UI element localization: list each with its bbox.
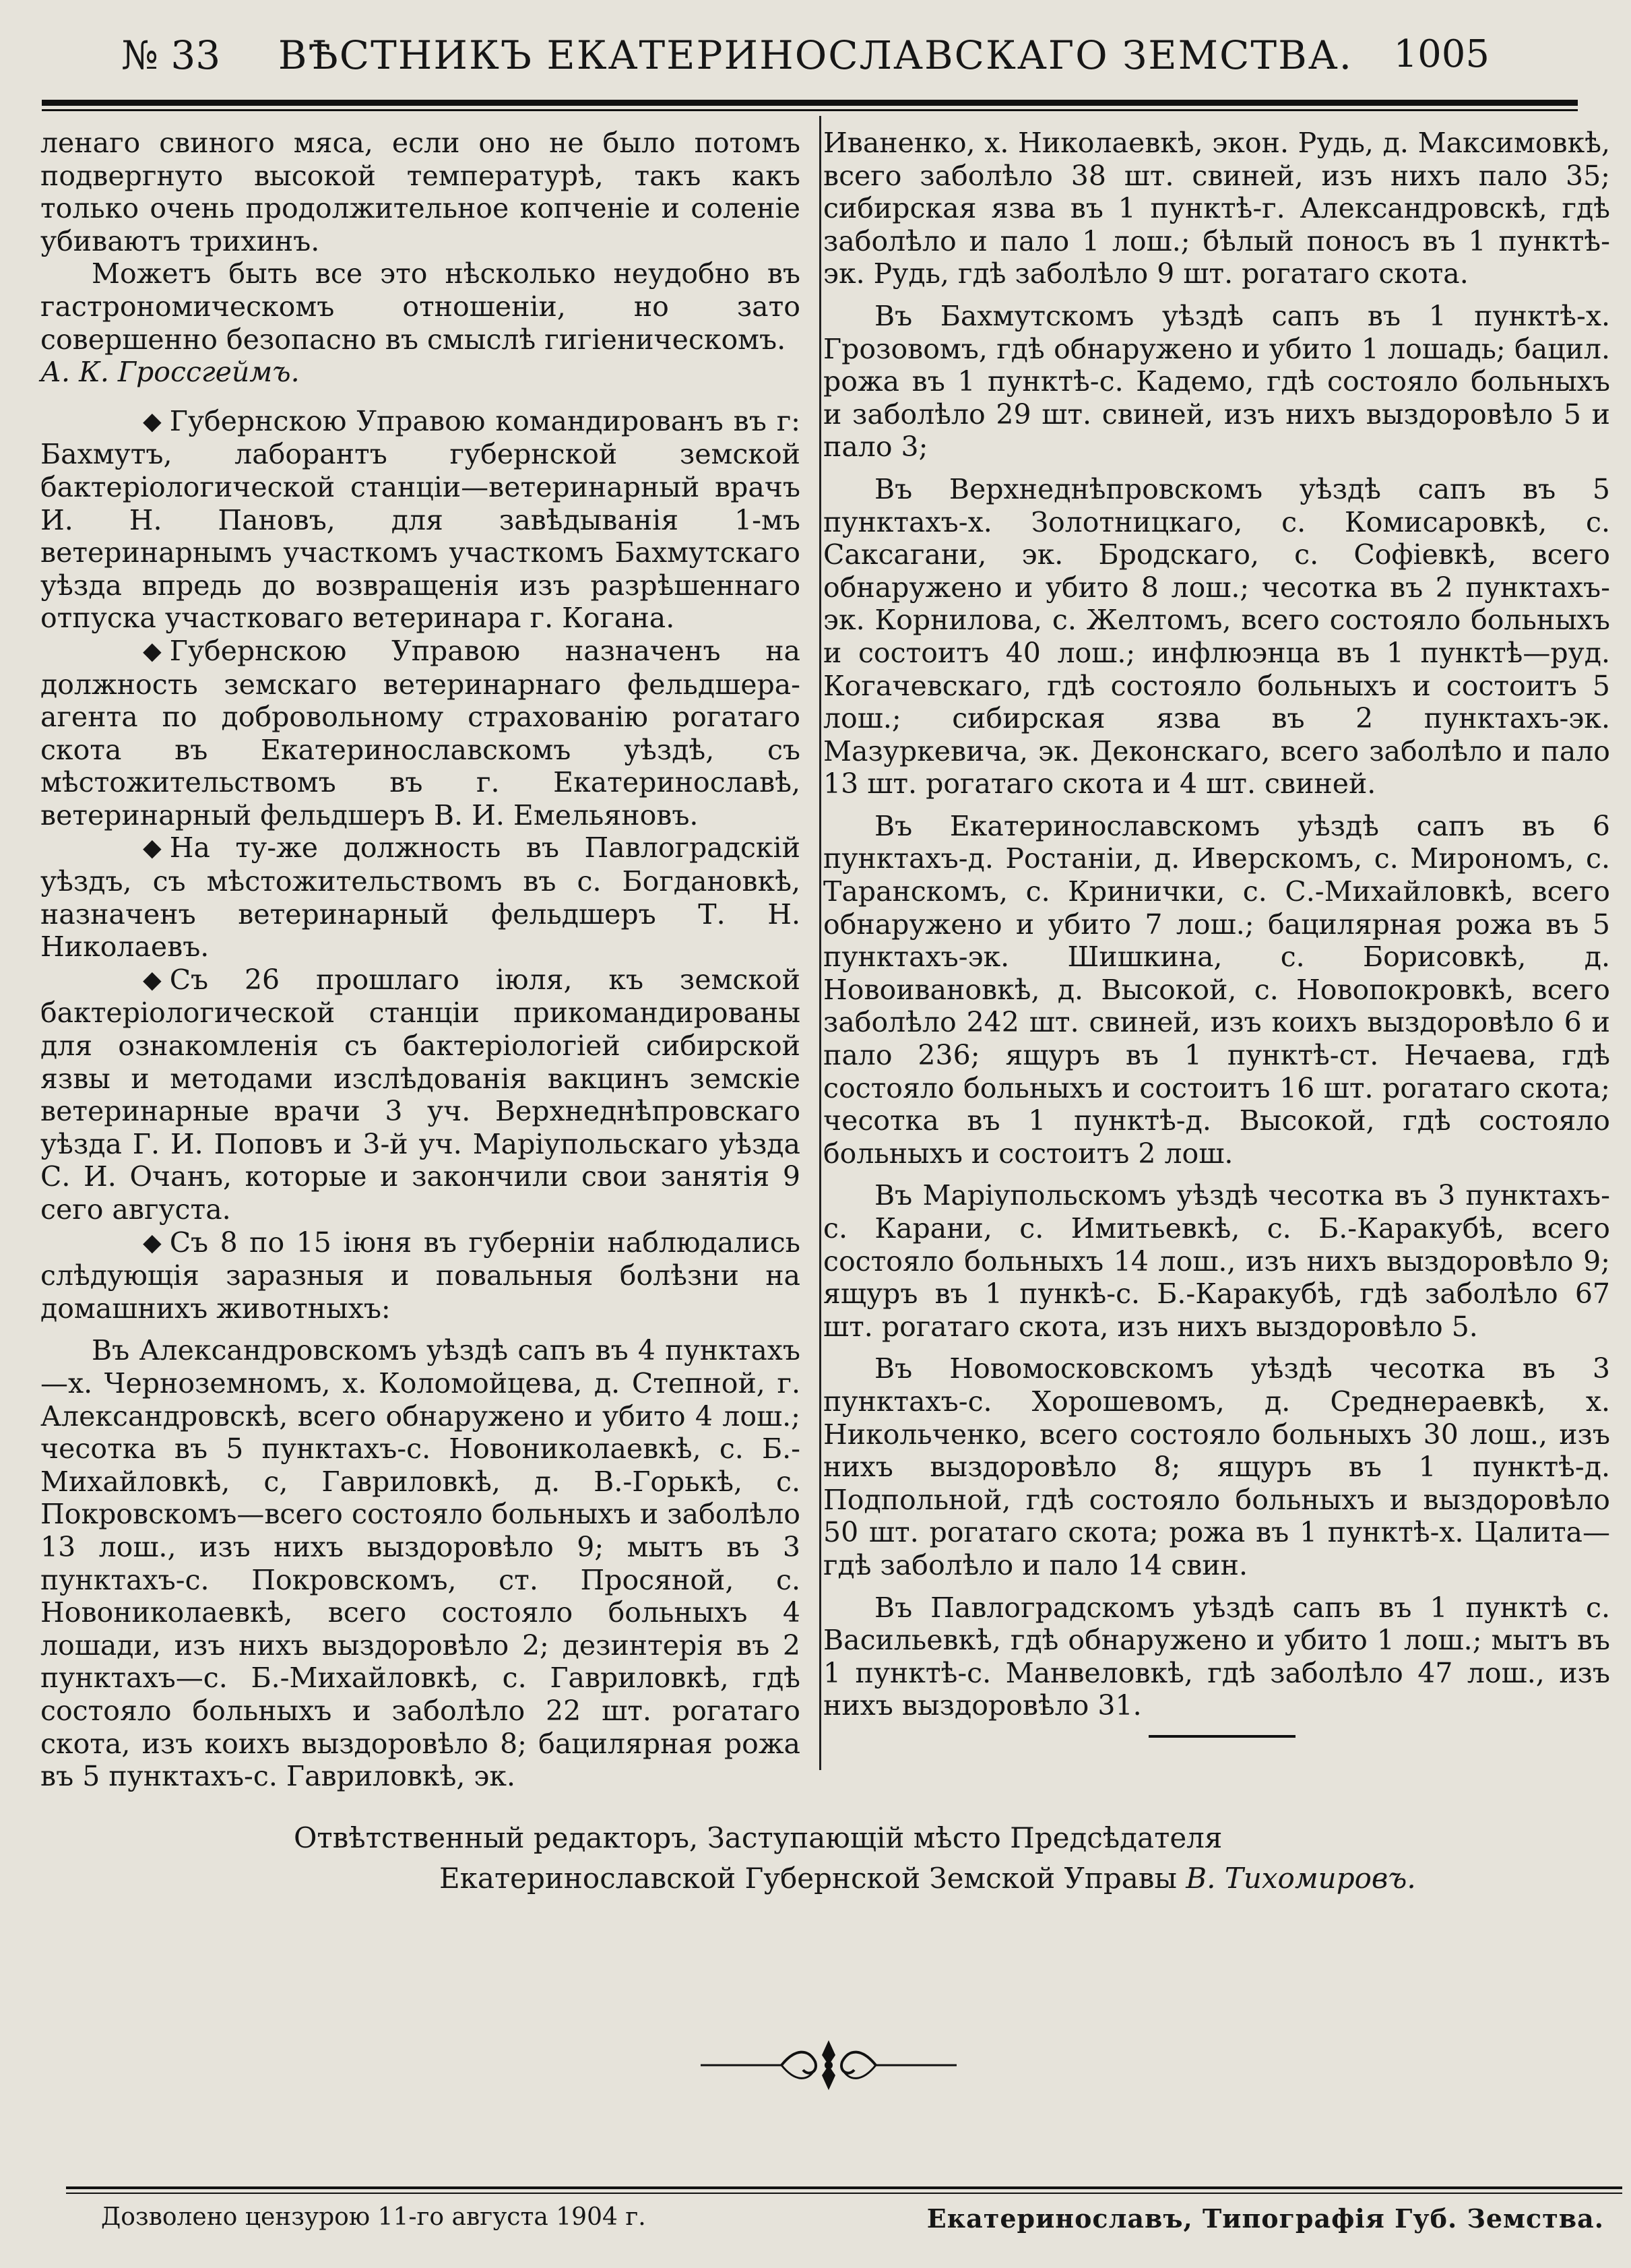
news-item xyxy=(40,635,800,832)
issue-number: № 33 xyxy=(121,32,221,78)
news-item-text: Съ 8 по 15 іюня въ губерніи наблюдались слѣдующія заразныя и повальныя болѣзни на домашнихъ животныхъ: xyxy=(40,1226,800,1325)
news-item-text: Губернскою Управою назначенъ на должность земскаго ветеринарнаго фельдшера-агента по добровольному страхованію рогатаго скота въ Екатеринославскомъ уѣздѣ, съ мѣстожительствомъ въ г. Екатеринославѣ, ветеринарный фельдшеръ В. И. Емельяновъ. xyxy=(40,634,800,831)
disease-report-paragraph: Иваненко, х. Николаевкѣ, экон. Рудь, д. Максимовкѣ, всего заболѣло 38 шт. свиней, изъ нихъ пало 35; сибирская язва въ 1 пунктѣ-г. Александровскѣ, гдѣ заболѣло и пало 1 лош.; бѣлый поносъ въ 1 пунктѣ-эк. Рудь, гдѣ заболѣло 9 шт. рогатаго скота. xyxy=(823,127,1610,290)
page-header xyxy=(81,27,1550,88)
journal-title: ВѢСТНИКЪ ЕКАТЕРИНОСЛАВСКАГО ЗЕМСТВА. xyxy=(278,32,1353,78)
disease-report-paragraph: Въ Александровскомъ уѣздѣ сапъ въ 4 пунктахъ—х. Черноземномъ, х. Коломойцева, д. Степной, г. Александровскѣ, всего обнаружено и убито 4 лош.; чесотка въ 5 пунктахъ-с. Новониколаевкѣ, с. Б.-Михайловкѣ, с, Гавриловкѣ, д. В.-Горькѣ, с. Покровскомъ—всего состояло больныхъ и заболѣло 13 лош., изъ нихъ выздоровѣло 9; мытъ въ 3 пунктахъ-с. Покровскомъ, ст. Просяной, с. Новониколаевкѣ, всего состояло больныхъ 4 лошади, изъ нихъ выздоровѣло 2; дезинтерія въ 2 пунктахъ—с. Б.-Михайловкѣ, с. Гавриловкѣ, гдѣ состояло больныхъ и заболѣло 22 шт. рогатаго скота, изъ коихъ выздоровѣло 8; бацилярная рожа въ 5 пунктахъ-с. Гавриловкѣ, эк. xyxy=(40,1334,800,1793)
disease-report-paragraph: Въ Верхнеднѣпровскомъ уѣздѣ сапъ въ 5 пунктахъ-х. Золотницкаго, с. Комисаровкѣ, с. Саксагани, эк. Бродскаго, с. Софіевкѣ, всего обнаружено и убито 8 лош.; чесотка въ 2 пунктахъ-эк. Корнилова, с. Желтомъ, всего состояло больныхъ и состоитъ 40 лош.; инфлюэнца въ 1 пунктѣ—руд. Когачевскаго, гдѣ состояло больныхъ и состоитъ 5 лош.; сибирская язва въ 2 пунктахъ-эк. Мазуркевича, эк. Деконскаго, всего заболѣло и пало 13 шт. рогатаго скота и 4 шт. свиней. xyxy=(823,472,1610,800)
left-column xyxy=(40,127,800,1793)
bullet-ornament-icon: ◆ xyxy=(143,407,162,435)
news-item xyxy=(40,964,800,1226)
header-rule-thin xyxy=(42,109,1578,111)
disease-report-paragraph: Въ Павлоградскомъ уѣздѣ сапъ въ 1 пунктѣ с. Васильевкѣ, гдѣ обнаружено и убито 1 лош.; мытъ въ 1 пунктѣ-с. Манвеловкѣ, гдѣ заболѣло 47 лош., изъ нихъ выздоровѣло 31. xyxy=(823,1591,1610,1722)
disease-report-paragraph: Въ Бахмутскомъ уѣздѣ сапъ въ 1 пунктѣ-х. Грозовомъ, гдѣ обнаружено и убито 1 лошадь; бацил. рожа въ 1 пунктѣ-с. Кадемо, гдѣ состояло больныхъ и заболѣло 29 шт. свиней, изъ нихъ выздоровѣло 5 и пало 3; xyxy=(823,299,1610,464)
bullet-ornament-icon: ◆ xyxy=(143,834,162,862)
news-item xyxy=(40,831,800,963)
decorative-ornament-icon xyxy=(701,2035,957,2096)
printer-imprint: Екатеринославъ, Типографія Губ. Земства. xyxy=(926,2203,1604,2234)
article-paragraph: Можетъ быть все это нѣсколько неудобно въ гастрономическомъ отношеніи, но зато совершенно безопасно въ смыслѣ гигіеническомъ. xyxy=(40,257,800,356)
news-item-text: Губернскою Управою командированъ въ г: Бахмутъ, лаборантъ губернской земской бактеріологической станціи—ветеринарный врачъ И. Н. Пановъ, для завѣдыванія 1-мъ ветеринарнымъ участкомъ участкомъ Бахмутскаго уѣзда впредь до возвращенія изъ разрѣшеннаго отпуска участковаго ветеринара г. Когана. xyxy=(40,404,800,635)
footer-rule-thick xyxy=(66,2186,1622,2189)
disease-report-paragraph: Въ Новомосковскомъ уѣздѣ чесотка въ 3 пунктахъ-с. Хорошевомъ, д. Среднераевкѣ, х. Никольченко, всего состояло больныхъ 30 лош., изъ нихъ выздоровѣло 8; ящуръ въ 1 пунктѣ-д. Подпольной, гдѣ состояло больныхъ и выздоровѣло 50 шт. рогатаго скота; рожа въ 1 пунктѣ-х. Цалита—гдѣ заболѣло и пало 14 свин. xyxy=(823,1352,1610,1581)
section-separator xyxy=(1149,1735,1296,1738)
disease-report-paragraph: Въ Екатеринославскомъ уѣздѣ сапъ въ 6 пунктахъ-д. Ростаніи, д. Иверскомъ, с. Мирономъ, с. Таранскомъ, с. Кринички, с. С.-Михайловкѣ, всего обнаружено и убито 7 лош.; бацилярная рожа въ 5 пунктахъ-эк. Шишкина, с. Борисовкѣ, д. Новоивановкѣ, д. Высокой, с. Новопокровкѣ, всего заболѣло 242 шт. свиней, изъ коихъ выздоровѣло 6 и пало 236; ящуръ въ 1 пунктѣ-ст. Нечаева, гдѣ состояло больныхъ и состоитъ 16 шт. рогатаго скота; чесотка въ 1 пунктѣ-д. Высокой, гдѣ состояло больныхъ и состоитъ 2 лош. xyxy=(823,809,1610,1170)
editor-institution: Екатеринославской Губернской Земской Управы xyxy=(439,1862,1177,1895)
bullet-ornament-icon: ◆ xyxy=(143,966,162,994)
censorship-note: Дозволено цензурою 11-го августа 1904 г. xyxy=(101,2203,646,2231)
editor-name: В. Тихомировъ. xyxy=(1186,1862,1416,1895)
disease-report-paragraph: Въ Маріупольскомъ уѣздѣ чесотка въ 3 пунктахъ-с. Карани, с. Имитьевкѣ, с. Б.-Каракубѣ, всего состояло больныхъ 14 лош., изъ нихъ выздоровѣло 9; ящуръ въ 1 пункѣ-с. Б.-Каракубѣ, гдѣ заболѣло 67 шт. рогатаго скота, изъ нихъ выздоровѣло 5. xyxy=(823,1179,1610,1343)
news-item-text: На ту-же должность въ Павлоградскій уѣздъ, съ мѣстожительствомъ въ с. Богдановкѣ, назначенъ ветеринарный фельдшеръ Т. Н. Николаевъ. xyxy=(40,831,800,964)
news-item xyxy=(40,1226,800,1325)
news-item-text: Съ 26 прошлаго іюля, къ земской бактеріологической станціи прикомандированы для ознакомленія съ бактеріологіей сибирской язвы и методами изслѣдованія вакцинъ земскіе ветеринарные врачи 3 уч. Верхнеднѣпровскаго уѣзда Г. И. Поповъ и 3-й уч. Маріупольскаго уѣзда С. И. Очанъ, которые и закончили свои занятія 9 сего августа. xyxy=(40,963,800,1226)
author-signature: А. К. Гроссгеймъ. xyxy=(40,356,300,389)
editor-line-1: Отвѣтственный редакторъ, Заступающій мѣсто Предсѣдателя xyxy=(294,1821,1223,1854)
news-item xyxy=(40,405,800,635)
bullet-ornament-icon: ◆ xyxy=(143,1228,162,1257)
footer-rule-thin xyxy=(66,2193,1622,2194)
header-rule-thick xyxy=(42,100,1578,106)
bullet-ornament-icon: ◆ xyxy=(143,637,162,665)
right-column xyxy=(823,127,1610,1722)
editor-line-2 xyxy=(0,1860,1631,1897)
column-divider xyxy=(819,116,821,1770)
article-paragraph: ленаго свиного мяса, если оно не было потомъ подвергнуто высокой температурѣ, такъ какъ только очень продолжительное копченіе и соленіе убиваютъ трихинъ. xyxy=(40,127,800,257)
page-number: 1005 xyxy=(1393,32,1490,76)
